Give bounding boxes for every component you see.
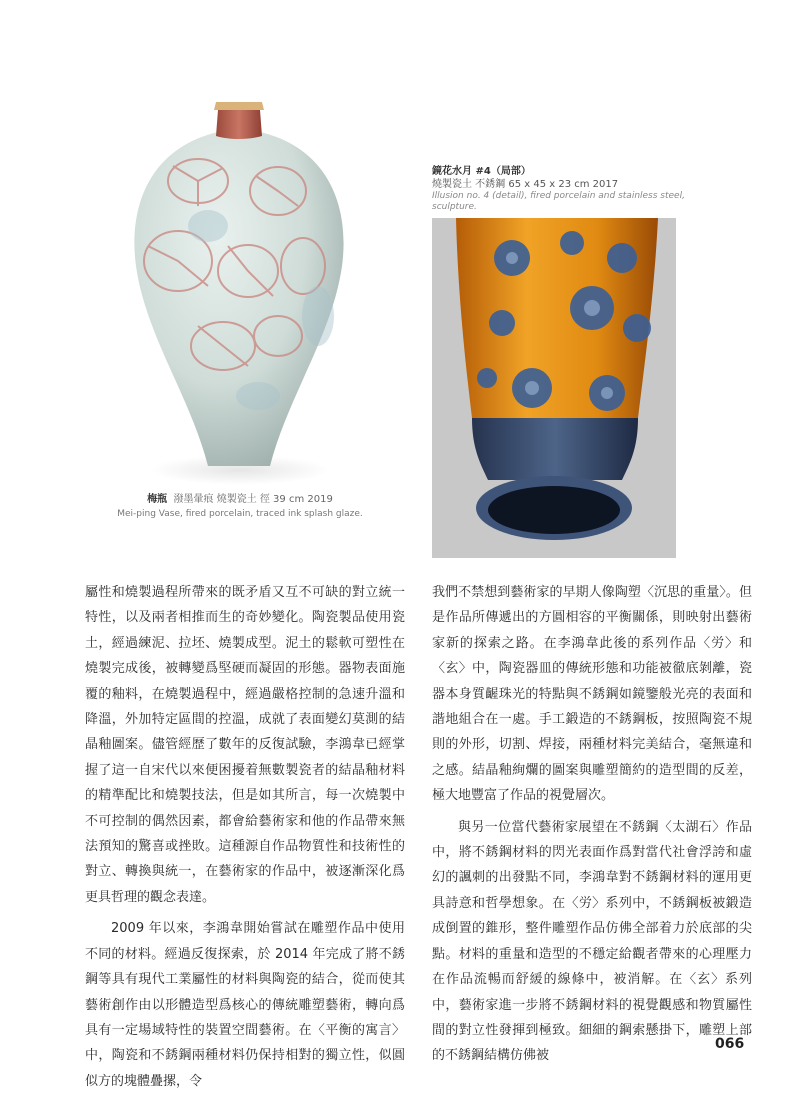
illusion-caption-english: Illusion no. 4 (detail), fired porcelain and stainless steel, sculpture. [432,191,685,212]
right-paragraph-1: 我們不禁想到藝術家的早期人像陶塑〈沉思的重量〉。但是作品所傳遞出的方圓相容的平衡關係，則映射出藝術家新的探索之路。在李鴻韋此後的系列作品〈労〉和〈玄〉中，陶瓷器皿的傳統形態和功能被徹底剝離，瓷器本身質齷珠光的特點與不銹鋼如鏡鑒般光亮的表面和諧地組合在一處。手工鍛造的不銹鋼板，按照陶瓷不規則的外形，切割、焊接，兩種材料完美結合，毫無違和之感。結晶釉絢爛的圖案與雕塑簡約的造型間的反差，極大地豐富了作品的視覺層次。 [432,585,752,804]
meiping-caption-detail: 潑墨暈痕 燒製瓷土 徑 39 cm 2019 [173,494,333,505]
page-number: 066 [715,1036,745,1052]
left-paragraph-2: 2009 年以來，李鴻韋開始嘗試在雕塑作品中使用不同的材料。經過反復探索，於 2014 年完成了將不銹鋼等具有現代工業屬性的材料與陶瓷的結合，從而使其藝術創作由以形體造型爲核心的傳統雕塑藝術，轉向爲具有一定場域特性的裝置空間藝術。在〈平衡的寓言〉中，陶瓷和不銹鋼兩種材料仍保持相對的獨立性，似圓似方的塊體疊摞，令 [85,921,405,1089]
illusion-caption [432,165,702,213]
illusion-sculpture-image [432,218,676,558]
meiping-caption-title: 梅瓶 [147,494,168,505]
illusion-caption-title: 鏡花水月 #4（局部） [432,166,531,177]
illusion-caption-detail: 燒製瓷土 不銹鋼 65 x 45 x 23 cm 2017 [432,179,619,190]
left-paragraph-1: 屬性和燒製過程所帶來的既矛盾又互不可缺的對立統一特性，以及兩者相推而生的奇妙變化。陶瓷製品使用瓷土，經過練泥、拉坯、燒製成型。泥土的鬆軟可塑性在燒製完成後，被轉變爲堅硬而凝固的形態。器物表面施覆的釉料，在燒製過程中，經過嚴格控制的急速升溫和降溫，外加特定區間的控溫，成就了表面變幻莫測的結晶釉圖案。儘管經歷了數年的反復試驗，李鴻韋已經掌握了這一自宋代以來便困擾着無數製瓷者的結晶釉材料的精準配比和燒製技法，但是如其所言，每一次燒製中不可控制的偶然因素，都會給藝術家和他的作品帶來無法預知的驚喜或挫敗。這種源自作品物質性和技術性的對立、轉換與統一，在藝術家的作品中，被逐漸深化爲更具哲理的觀念表達。 [85,585,405,905]
right-paragraph-2: 與另一位當代藝術家展望在不銹鋼〈太湖石〉作品中，將不銹鋼材料的閃光表面作爲對當代社會浮誇和虛幻的諷刺的出發點不同，李鴻韋對不銹鋼材料的運用更具詩意和哲學想象。在〈労〉系列中，不銹鋼板被鍛造成倒置的錐形，整件雕塑作品仿佛全部着力於底部的尖點。材料的重量和造型的不穩定給觀者帶來的心理壓力在作品流暢而舒緩的線條中，被消解。在〈玄〉系列中，藝術家進一步將不銹鋼材料的視覺觀感和物質屬性間的對立性發揮到極致。細細的鋼索懸掛下，雕塑上部的不銹鋼結構仿佛被 [432,819,752,1064]
right-text-column [432,580,752,1069]
meiping-caption [80,492,400,522]
meiping-caption-english: Mei-ping Vase, fired porcelain, traced ink splash glaze. [117,509,363,519]
meiping-vase-image [128,96,350,476]
left-text-column [85,580,405,1094]
